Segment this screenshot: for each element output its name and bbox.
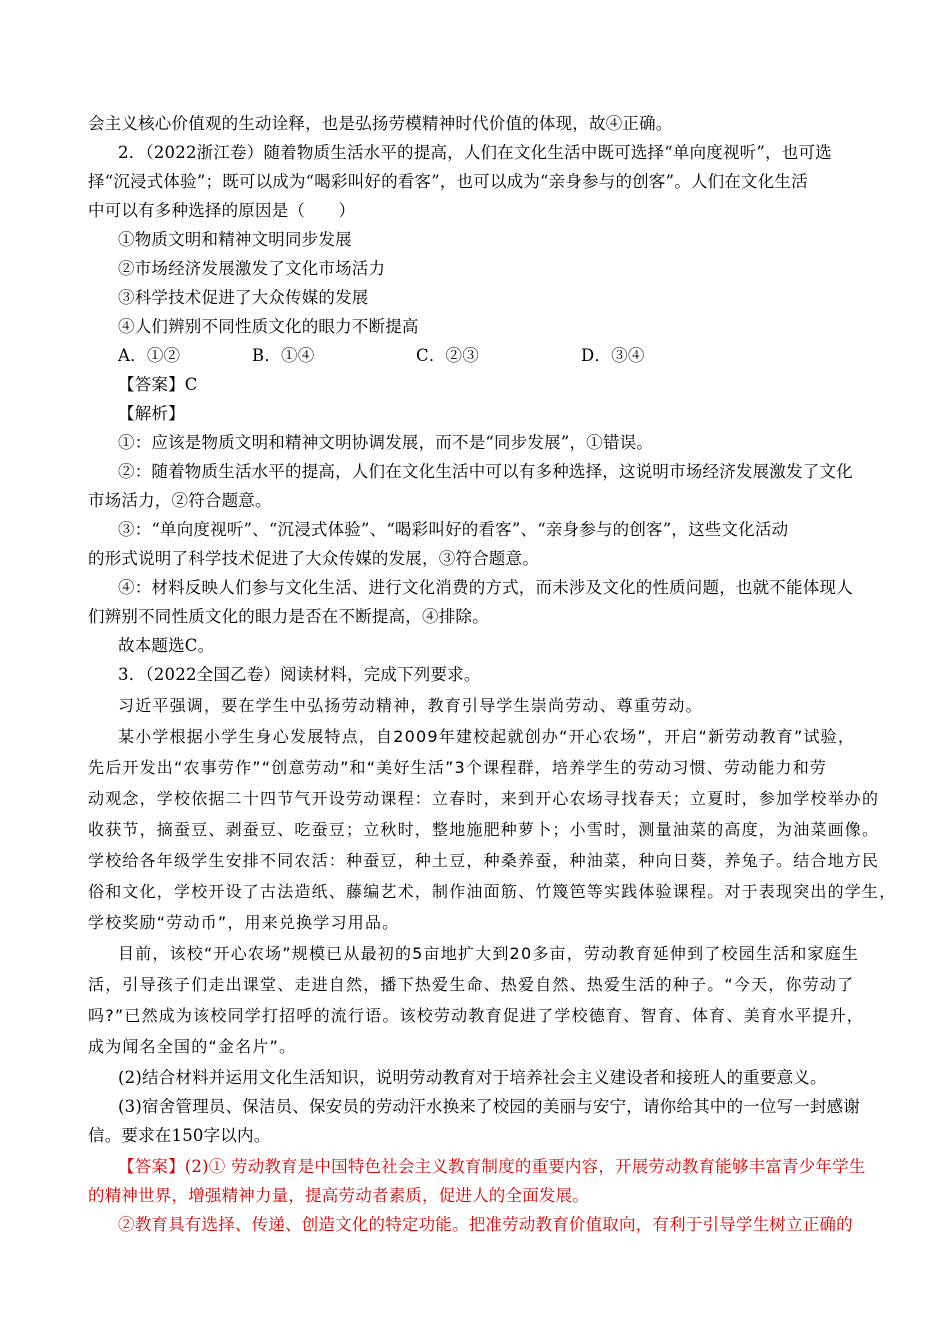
- material-line: 学校奖励“劳动币”，用来兑换学习用品。: [88, 913, 400, 932]
- analysis-label: 【解析】: [118, 404, 185, 423]
- analysis-line: ④：材料反映人们参与文化生活、进行文化消费的方式，而未涉及文化的性质问题，也就不能体现人: [118, 578, 853, 597]
- requirement-3: 信。要求在150字以内。: [88, 1126, 271, 1145]
- material-line: 活，引导孩子们走出课堂、走进自然，播下热爱生命、热爱自然、热爱生活的种子。“今天，你劳动了: [88, 975, 855, 994]
- answer-line: ②教育具有选择、传递、创造文化的特定功能。把准劳动教育价值取向，有利于引导学生树立正确的: [118, 1215, 853, 1234]
- requirement-3: (3)宿舍管理员、保洁员、保安员的劳动汗水换来了校园的美丽与安宁，请你给其中的一位写一封感谢: [118, 1097, 861, 1116]
- statement-1: ①物质文明和精神文明同步发展: [118, 230, 352, 249]
- answer-line: 【答案】(2)① 劳动教育是中国特色社会主义教育制度的重要内容，开展劳动教育能够丰富青少年学生: [118, 1157, 866, 1176]
- material-line: 俗和文化，学校开设了古法造纸、藤编艺术，制作油面筋、竹篾笆等实践体验课程。对于表现突出的学生，: [88, 882, 897, 901]
- material-line: 动观念，学校依据二十四节气开设劳动课程：立春时，来到开心农场寻找春天；立夏时，参加学校举办的: [88, 789, 880, 808]
- statement-4: ④人们辨别不同性质文化的眼力不断提高: [118, 317, 419, 336]
- question-3-stem: 3．（2022全国乙卷）阅读材料，完成下列要求。: [118, 665, 481, 684]
- material-line: 收获节，摘蚕豆、剥蚕豆、吃蚕豆；立秋时，整地施肥种萝卜；小雪时，测量油菜的高度，为油菜画像。: [88, 820, 880, 839]
- analysis-line: 市场活力，②符合题意。: [88, 491, 272, 510]
- option-b: B．①④: [252, 346, 315, 365]
- material-line: 某小学根据小学生身心发展特点，自2009年建校起就创办“开心农场”，开启“新劳动教育”试验，: [118, 727, 856, 746]
- conclusion-line: 故本题选C。: [118, 636, 215, 655]
- material-line: 习近平强调，要在学生中弘扬劳动精神，教育引导学生崇尚劳动、尊重劳动。: [118, 696, 703, 715]
- option-d: D．③④: [581, 346, 645, 365]
- option-a: A．①②: [118, 346, 181, 365]
- material-line: 吗?”已然成为该校同学打招呼的流行语。该校劳动教育促进了学校德育、智育、体育、美育水平提升，: [88, 1006, 864, 1025]
- question-2-stem: 中可以有多种选择的原因是（ ）: [88, 201, 356, 220]
- material-line: 学校给各年级学生安排不同农活：种蚕豆，种土豆，种桑养蚕，种油菜，种向日葵，养兔子。结合地方民: [88, 851, 880, 870]
- analysis-line: 们辨别不同性质文化的眼力是否在不断提高，④排除。: [88, 607, 489, 626]
- answer-line: 的精神世界，增强精神力量，提高劳动者素质，促进人的全面发展。: [88, 1186, 589, 1205]
- material-line: 先后开发出“农事劳作”“创意劳动”和“美好生活”3个课程群，培养学生的劳动习惯、劳动能力和劳: [88, 758, 828, 777]
- text-line: 会主义核心价值观的生动诠释，也是弘扬劳模精神时代价值的体现，故④正确。: [88, 114, 673, 133]
- analysis-line: 的形式说明了科学技术促进了大众传媒的发展，③符合题意。: [88, 549, 539, 568]
- question-2-stem: 择“沉浸式体验”；既可以成为“喝彩叫好的看客”，也可以成为“亲身参与的创客”。人们在文化生活: [88, 172, 808, 191]
- answer-label: 【答案】C: [118, 375, 198, 394]
- requirement-2: (2)结合材料并运用文化生活知识，说明劳动教育对于培养社会主义建设者和接班人的重要意义。: [118, 1068, 827, 1087]
- option-c: C．②③: [416, 346, 479, 365]
- material-line: 目前，该校“开心农场”规模已从最初的5亩地扩大到20多亩，劳动教育延伸到了校园生活和家庭生: [118, 944, 860, 963]
- statement-2: ②市场经济发展激发了文化市场活力: [118, 259, 386, 278]
- analysis-line: ②：随着物质生活水平的提高，人们在文化生活中可以有多种选择，这说明市场经济发展激发了文化: [118, 462, 853, 481]
- statement-3: ③科学技术促进了大众传媒的发展: [118, 288, 369, 307]
- analysis-line: ③：“单向度视听”、“沉浸式体验”、“喝彩叫好的看客”、“亲身参与的创客”，这些文化活动: [118, 520, 789, 539]
- analysis-line: ①：应该是物质文明和精神文明协调发展，而不是“同步发展”，①错误。: [118, 433, 653, 452]
- material-line: 成为闻名全国的“金名片”。: [88, 1037, 297, 1056]
- question-2-stem: 2．（2022浙江卷）随着物质生活水平的提高，人们在文化生活中既可选择“单向度视听”，也可选: [118, 143, 832, 162]
